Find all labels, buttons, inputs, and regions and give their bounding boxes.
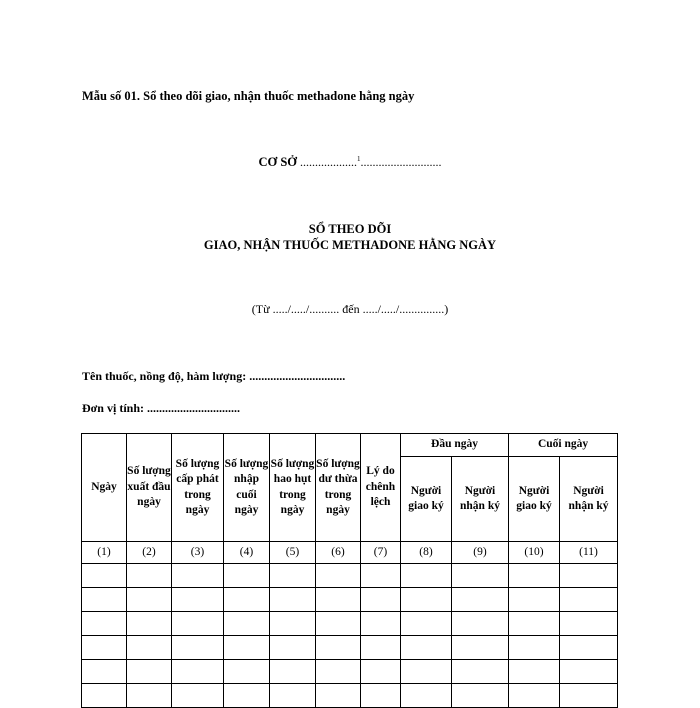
blank-cell (401, 612, 452, 636)
blank-cell (127, 564, 172, 588)
blank-cell (452, 564, 509, 588)
blank-cell (401, 564, 452, 588)
document-title (0, 221, 700, 253)
blank-cell (361, 684, 401, 708)
blank-cell (172, 612, 224, 636)
blank-cell (224, 612, 270, 636)
col-header-discrepancy-reason: Lý do chênh lệch (361, 434, 401, 542)
blank-cell (127, 660, 172, 684)
blank-cell (452, 684, 509, 708)
blank-cell (224, 588, 270, 612)
blank-cell (224, 660, 270, 684)
blank-entry-row (82, 612, 618, 636)
blank-cell (172, 636, 224, 660)
blank-cell (509, 612, 560, 636)
blank-cell (127, 684, 172, 708)
blank-cell (224, 564, 270, 588)
blank-entry-row (82, 588, 618, 612)
blank-cell (509, 588, 560, 612)
blank-cell (452, 612, 509, 636)
col-header-qty-returned-end: Số lượng nhập cuối ngày (224, 434, 270, 542)
document-title-line-1: SỔ THEO DÕI (308, 222, 392, 236)
facility-blank-right: ........................... (360, 155, 442, 169)
blank-cell (361, 588, 401, 612)
column-number: (11) (560, 542, 618, 564)
blank-cell (401, 588, 452, 612)
blank-cell (316, 660, 361, 684)
blank-cell (82, 588, 127, 612)
blank-cell (452, 588, 509, 612)
blank-cell (270, 636, 316, 660)
blank-cell (401, 636, 452, 660)
blank-cell (127, 588, 172, 612)
column-number: (5) (270, 542, 316, 564)
column-number: (8) (401, 542, 452, 564)
blank-entry-row (82, 660, 618, 684)
blank-cell (172, 588, 224, 612)
form-number-title: Mẫu số 01. Sổ theo dõi giao, nhận thuốc methadone hằng ngày (82, 89, 415, 103)
col-header-qty-dispensed: Số lượng cấp phát trong ngày (172, 434, 224, 542)
document-title-line-2: GIAO, NHẬN THUỐC METHADONE HẰNG NGÀY (203, 238, 497, 252)
blank-cell (270, 660, 316, 684)
blank-cell (316, 564, 361, 588)
group-header-start-of-day: Đầu ngày (401, 434, 509, 457)
blank-cell (270, 612, 316, 636)
facility-line (0, 155, 700, 170)
blank-cell (82, 564, 127, 588)
col-header-qty-surplus: Số lượng dư thừa trong ngày (316, 434, 361, 542)
blank-cell (316, 636, 361, 660)
col-header-end-giver-sign: Người giao ký (509, 457, 560, 542)
blank-cell (560, 564, 618, 588)
blank-cell (82, 636, 127, 660)
blank-cell (361, 636, 401, 660)
col-header-start-receiver-sign: Người nhận ký (452, 457, 509, 542)
blank-cell (361, 612, 401, 636)
blank-cell (452, 660, 509, 684)
blank-cell (452, 636, 509, 660)
blank-cell (401, 660, 452, 684)
column-number-row (82, 542, 618, 564)
blank-cell (509, 660, 560, 684)
blank-cell (560, 636, 618, 660)
blank-cell (270, 684, 316, 708)
blank-cell (361, 564, 401, 588)
column-number: (10) (509, 542, 560, 564)
blank-entry-row (82, 564, 618, 588)
blank-cell (401, 684, 452, 708)
col-header-date: Ngày (82, 434, 127, 542)
column-number: (2) (127, 542, 172, 564)
blank-cell (172, 684, 224, 708)
footnote-marker: 1 (357, 155, 361, 163)
column-number: (9) (452, 542, 509, 564)
blank-cell (560, 588, 618, 612)
blank-cell (316, 588, 361, 612)
blank-cell (316, 684, 361, 708)
blank-cell (509, 636, 560, 660)
drug-name-field: Tên thuốc, nồng độ, hàm lượng: ................................ (82, 369, 346, 383)
col-header-qty-out-start: Số lượng xuất đầu ngày (127, 434, 172, 542)
blank-cell (560, 684, 618, 708)
blank-cell (172, 660, 224, 684)
blank-entry-row (82, 636, 618, 660)
blank-cell (82, 660, 127, 684)
log-table (81, 433, 618, 708)
facility-blank-left: ................... (300, 155, 358, 169)
facility-label: CƠ SỞ (258, 155, 298, 169)
blank-cell (82, 612, 127, 636)
unit-field: Đơn vị tính: ............................... (82, 401, 240, 415)
col-header-end-receiver-sign: Người nhận ký (560, 457, 618, 542)
blank-entry-row (82, 684, 618, 708)
blank-cell (560, 660, 618, 684)
blank-cell (509, 684, 560, 708)
blank-cell (560, 612, 618, 636)
blank-cell (127, 612, 172, 636)
group-header-end-of-day: Cuối ngày (509, 434, 618, 457)
blank-cell (509, 564, 560, 588)
column-number: (3) (172, 542, 224, 564)
blank-cell (316, 612, 361, 636)
col-header-qty-loss: Số lượng hao hụt trong ngày (270, 434, 316, 542)
period-range: (Từ ...../...../.......... đến ...../...../...............) (251, 302, 449, 316)
blank-cell (224, 636, 270, 660)
column-number: (6) (316, 542, 361, 564)
blank-cell (270, 564, 316, 588)
column-number: (4) (224, 542, 270, 564)
blank-cell (224, 684, 270, 708)
blank-cell (361, 660, 401, 684)
col-header-start-giver-sign: Người giao ký (401, 457, 452, 542)
column-number: (7) (361, 542, 401, 564)
blank-cell (82, 684, 127, 708)
header-row-groups (82, 434, 618, 457)
column-number: (1) (82, 542, 127, 564)
blank-cell (127, 636, 172, 660)
blank-cell (172, 564, 224, 588)
blank-cell (270, 588, 316, 612)
